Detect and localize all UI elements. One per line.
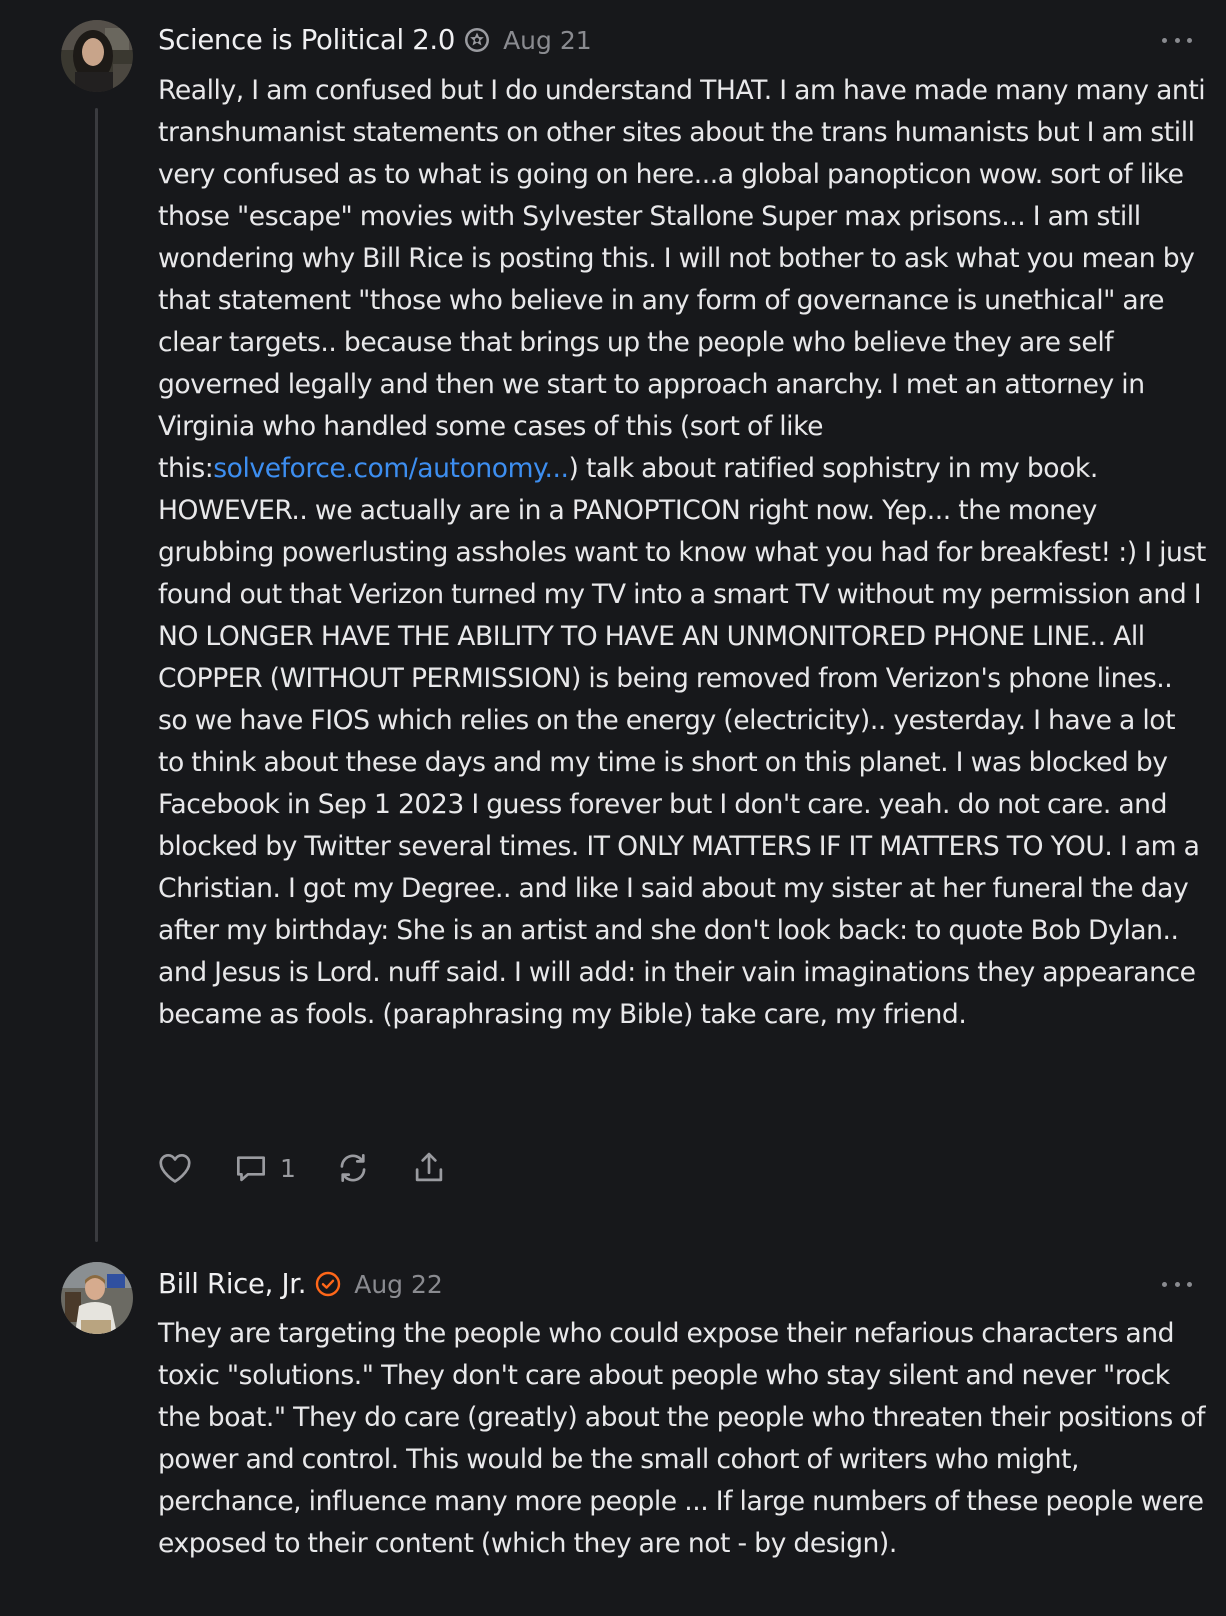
like-button[interactable] xyxy=(156,1149,194,1187)
comment-body: They are targeting the people who could expose their nefarious characters and toxic "solutions." They don't care about people who stay silent and never "rock the boat." They do care (greatly) about the people who threaten their positions of power and control. This would be the small cohort of writers who might, perchance, influence many more people ... If large numbers of these people were exposed to their content (which they are not - by design). xyxy=(158,1318,1205,1559)
author-name[interactable]: Bill Rice, Jr. xyxy=(158,1268,307,1300)
comment-header xyxy=(158,18,592,62)
speech-bubble-icon xyxy=(232,1149,270,1187)
heart-icon xyxy=(156,1149,194,1187)
comment-date[interactable]: Aug 21 xyxy=(503,25,592,55)
comment-date[interactable]: Aug 22 xyxy=(354,1269,443,1299)
reply-button[interactable] xyxy=(232,1149,296,1187)
thread-line xyxy=(95,108,98,1242)
comment-text-part-1: Really, I am confused but I do understand THAT. I am have made many many anti transhumanist statements on other sites about the trans humanists but I am still very confused as to what is going on here...a global panopticon wow. sort of like those "escape" movies with Sylvester Stallone Super max prisons... I am still wondering why Bill Rice is posting this. I will not bother to ask what you mean by that statement "those who believe in any form of governance is unethical" are clear targets.. because that brings up the people who believe they are self governed legally and then we start to approach anarchy. I met an attorney in Virginia who handled some cases of this (sort of like this: xyxy=(158,75,1206,484)
more-dots-icon[interactable] xyxy=(1162,36,1192,44)
reply-count: 1 xyxy=(280,1153,296,1183)
restack-icon xyxy=(334,1149,372,1187)
author-name[interactable]: Science is Political 2.0 xyxy=(158,24,456,56)
avatar-bill-rice[interactable] xyxy=(61,1262,133,1334)
external-link[interactable]: solveforce.com/autonomy... xyxy=(213,453,569,484)
restack-button[interactable] xyxy=(334,1149,372,1187)
avatar-science-is-political[interactable] xyxy=(61,20,133,92)
share-icon xyxy=(410,1149,448,1187)
more-dots-icon[interactable] xyxy=(1162,1280,1192,1288)
share-button[interactable] xyxy=(410,1149,448,1187)
comment-header xyxy=(158,1262,443,1306)
comment-actions xyxy=(156,1145,486,1191)
comment-body xyxy=(158,70,1206,1036)
gear-badge-icon xyxy=(463,26,491,54)
comment-text-part-2: ) talk about ratified sophistry in my book. HOWEVER.. we actually are in a PANOPTICON right now. Yep... the money grubbing powerlusting assholes want to know what you had for breakfest! :) I just found out that Verizon turned my TV into a smart TV without my permission and I NO LONGER HAVE THE ABILITY TO HAVE AN UNMONITORED PHONE LINE.. All COPPER (WITHOUT PERMISSION) is being removed from Verizon's phone lines.. so we have FIOS which relies on the energy (electricity).. yesterday. I have a lot to think about these days and my time is short on this planet. I was blocked by Facebook in Sep 1 2023 I guess forever but I don't care. yeah. do not care. and blocked by Twitter several times. IT ONLY MATTERS IF IT MATTERS TO YOU. I am a Christian. I got my Degree.. and like I said about my sister at her funeral the day after my birthday: She is an artist and she don't look back: to quote Bob Dylan.. and Jesus is Lord. nuff said. I will add: in their vain imaginations they appearance became as fools. (paraphrasing my Bible) take care, my friend. xyxy=(158,453,1206,1030)
verified-check-icon xyxy=(314,1270,342,1298)
